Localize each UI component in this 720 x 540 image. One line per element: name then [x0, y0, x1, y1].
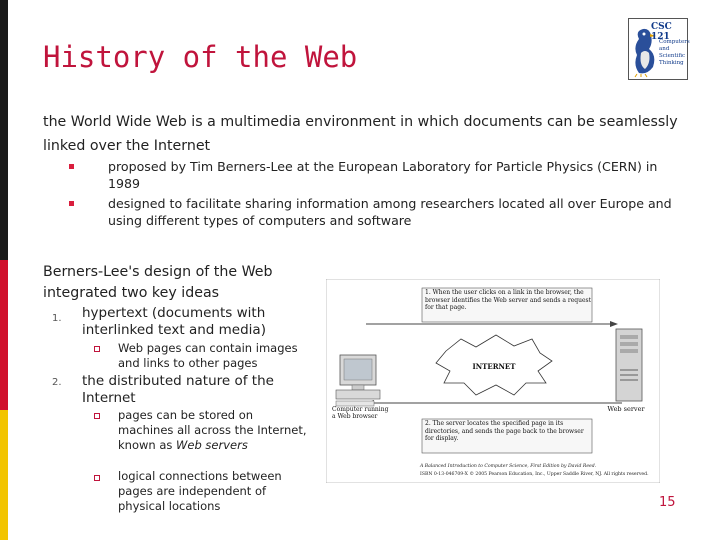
logo-course-code: CSC 121	[651, 22, 672, 42]
side-color-bar	[0, 0, 8, 540]
square-bullet-icon	[69, 201, 74, 206]
internet-label: INTERNET	[472, 362, 516, 371]
side-bar-black	[0, 0, 8, 260]
subpoint-text: Web pages can contain images and links to other pages	[118, 341, 298, 370]
step-two-text: 2. The server locates the specified page in its directories, and sends the page back to the browser for display.	[425, 420, 584, 442]
idea-text: the distributed nature of the Internet	[82, 373, 274, 406]
section-heading: Berners-Lee's design of the Web integrated two key ideas	[43, 264, 273, 301]
subpoint-text: pages can be stored on machines all across the Internet, known as Web servers	[118, 408, 307, 452]
course-logo	[628, 18, 688, 80]
bullet-text: designed to facilitate sharing information among researchers located all over Europe and using different types of computers and software	[108, 196, 672, 228]
desktop-computer-icon	[336, 355, 380, 406]
list-number: 2.	[52, 377, 62, 388]
hollow-square-bullet-icon	[94, 346, 100, 352]
step-one-text: 1. When the user clicks on a link in the browser, the browser identifies the Web server and sends a request for that page.	[425, 289, 591, 311]
side-bar-yellow	[0, 410, 8, 540]
square-bullet-icon	[69, 164, 74, 169]
client-server-diagram	[326, 279, 660, 483]
credit-line-2: ISBN 0-13-046709-X © 2005 Pearson Education, Inc., Upper Saddle River, NJ. All rights reserved.	[420, 472, 649, 477]
hollow-square-bullet-icon	[94, 475, 100, 481]
client-label: Computer running a Web browser	[332, 406, 389, 420]
bullet-text: proposed by Tim Berners-Lee at the European Laboratory for Particle Physics (CERN) in 1989	[108, 159, 658, 191]
logo-course-name: Computers and Scientific Thinking	[659, 39, 690, 66]
list-number: 1.	[52, 313, 62, 324]
credit-line-1: A Balanced Introduction to Computer Science, First Edition by David Reed.	[420, 464, 597, 469]
idea-text: hypertext (documents with interlinked text and media)	[82, 305, 266, 338]
slide-title: History of the Web	[43, 40, 358, 74]
side-bar-red	[0, 260, 8, 410]
server-label: Web server	[607, 405, 645, 413]
server-tower-icon	[616, 329, 642, 401]
intro-paragraph: the World Wide Web is a multimedia environment in which documents can be seamlessly linked over the Internet	[43, 114, 678, 154]
hollow-square-bullet-icon	[94, 413, 100, 419]
page-number: 15	[659, 495, 676, 510]
subpoint-text: logical connections between pages are independent of physical locations	[118, 469, 282, 513]
